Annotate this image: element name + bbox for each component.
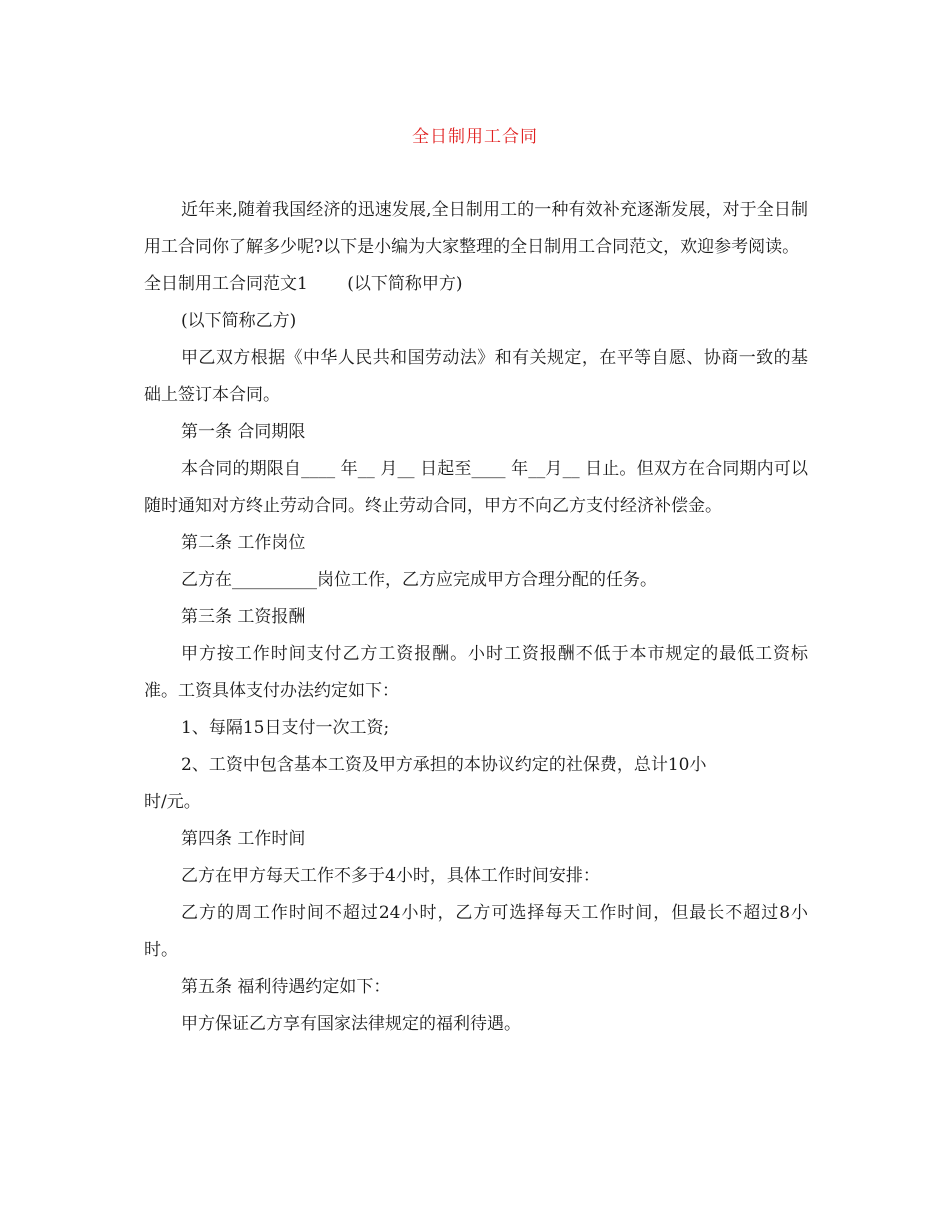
article-3-text: 甲方按工作时间支付乙方工资报酬。小时工资报酬不低于本市规定的最低工资标准。工资具体支付办法约定如下：: [144, 644, 808, 701]
party-b-line: (以下简称乙方): [181, 311, 297, 331]
intro-paragraph: 近年来,随着我国经济的迅速发展,全日制用工的一种有效补充逐渐发展，对于全日制用工合同你了解多少呢?以下是小编为大家整理的全日制用工合同范文，欢迎参考阅读。: [144, 200, 808, 257]
article-2-heading: 第二条 工作岗位: [181, 533, 306, 553]
preamble-paragraph: 甲乙双方根据《中华人民共和国劳动法》和有关规定，在平等自愿、协商一致的基础上签订本合同。: [144, 348, 808, 405]
article-1-heading: 第一条 合同期限: [181, 422, 306, 442]
article-1-text: 本合同的期限自____ 年__ 月__ 日起至____ 年__月__ 日止。但双方在合同期内可以随时通知对方终止劳动合同。终止劳动合同，甲方不向乙方支付经济补偿金。: [144, 459, 808, 516]
document-body: [144, 192, 808, 1043]
article-4-heading: 第四条 工作时间: [181, 829, 306, 849]
article-5-heading: 第五条 福利待遇约定如下：: [181, 977, 391, 997]
article-4-text-2: 乙方的周工作时间不超过24小时，乙方可选择每天工作时间，但最长不超过8小时。: [144, 903, 808, 960]
article-3-item-1: 1、每隔15日支付一次工资;: [181, 718, 390, 738]
article-2-text: 乙方在__________岗位工作，乙方应完成甲方合理分配的任务。: [181, 570, 657, 590]
article-4-text-1: 乙方在甲方每天工作不多于4小时，具体工作时间安排：: [181, 866, 600, 886]
article-3-item-2-continued: 时/元。: [144, 792, 201, 812]
document-title: 全日制用工合同: [412, 127, 538, 147]
article-3-heading: 第三条 工资报酬: [181, 607, 306, 627]
article-3-item-2: 2、工资中包含基本工资及甲方承担的本协议约定的社保费，总计10小: [181, 755, 707, 775]
sample-heading: 全日制用工合同范文1 (以下简称甲方): [144, 274, 463, 294]
article-5-text: 甲方保证乙方享有国家法律规定的福利待遇。: [181, 1014, 521, 1034]
